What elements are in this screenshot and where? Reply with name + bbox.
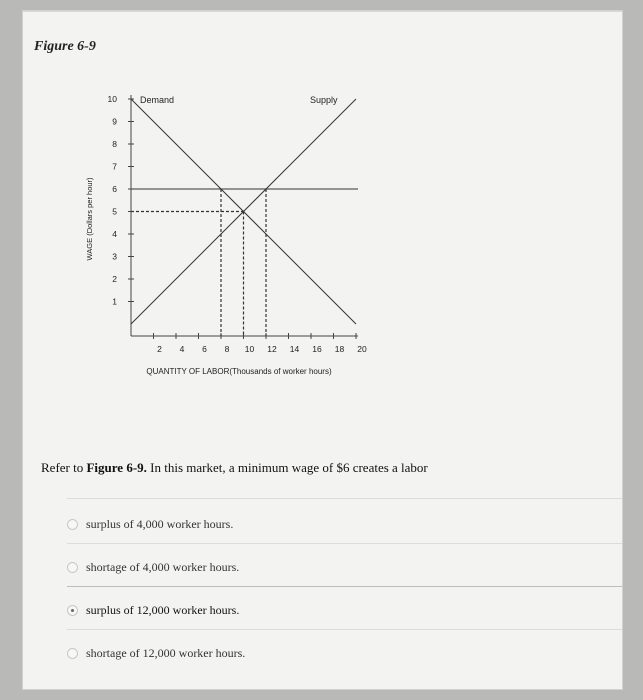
y-tick-label: 7 bbox=[112, 161, 117, 172]
x-tick-label: 20 bbox=[357, 344, 367, 354]
y-tick-label: 6 bbox=[112, 184, 117, 194]
x-tick-label: 8 bbox=[224, 344, 230, 354]
y-tick-label: 2 bbox=[112, 274, 117, 284]
option-3[interactable] bbox=[67, 593, 622, 627]
y-tick-label: 1 bbox=[112, 296, 117, 307]
supply-demand-chart bbox=[23, 11, 624, 391]
x-tick-label: 18 bbox=[334, 344, 345, 354]
option-2-radio[interactable] bbox=[67, 562, 78, 573]
series-lines bbox=[131, 99, 356, 324]
y-tick-label: 8 bbox=[112, 139, 117, 149]
tick-labels bbox=[108, 94, 367, 354]
option-4-label: shortage of 12,000 worker hours. bbox=[86, 645, 246, 660]
y-tick-label: 3 bbox=[112, 251, 117, 262]
x-tick-label: 6 bbox=[202, 344, 207, 354]
x-tick-label: 10 bbox=[244, 344, 255, 354]
option-4[interactable] bbox=[67, 636, 622, 670]
y-tick-label: 9 bbox=[112, 116, 117, 127]
supply-label: Supply bbox=[310, 95, 338, 105]
y-axis-label: WAGE (Dollars per hour) bbox=[85, 177, 94, 261]
option-divider bbox=[67, 498, 622, 499]
question-prefix: Refer to bbox=[41, 460, 87, 475]
x-tick-label: 16 bbox=[312, 344, 322, 354]
option-2[interactable] bbox=[67, 550, 622, 584]
option-1[interactable] bbox=[67, 507, 622, 541]
option-3-label: surplus of 12,000 worker hours. bbox=[86, 602, 240, 617]
option-1-radio[interactable] bbox=[67, 519, 78, 530]
x-tick-label: 2 bbox=[157, 344, 162, 354]
demand-label: Demand bbox=[140, 95, 175, 105]
x-axis-label: QUANTITY OF LABOR(Thousands of worker hours) bbox=[146, 367, 332, 376]
option-divider bbox=[67, 543, 622, 544]
option-divider bbox=[67, 586, 622, 587]
x-tick-label: 12 bbox=[267, 344, 277, 354]
y-tick-label: 10 bbox=[107, 94, 117, 104]
option-2-label: shortage of 4,000 worker hours. bbox=[86, 559, 240, 574]
y-tick-label: 5 bbox=[112, 206, 117, 217]
question-figure-ref: Figure 6-9. bbox=[86, 460, 147, 475]
question-suffix: In this market, a minimum wage of $6 creates a labor bbox=[146, 460, 428, 475]
option-1-label: surplus of 4,000 worker hours. bbox=[86, 516, 234, 531]
figure-title: Figure 6-9 bbox=[34, 39, 96, 54]
option-3-radio[interactable] bbox=[67, 605, 78, 616]
option-divider bbox=[67, 629, 622, 630]
x-tick-label: 14 bbox=[289, 344, 300, 354]
question-text bbox=[41, 460, 428, 476]
question-card bbox=[22, 10, 623, 690]
x-tick-label: 4 bbox=[179, 344, 185, 354]
y-tick-label: 4 bbox=[112, 229, 117, 239]
option-4-radio[interactable] bbox=[67, 648, 78, 659]
